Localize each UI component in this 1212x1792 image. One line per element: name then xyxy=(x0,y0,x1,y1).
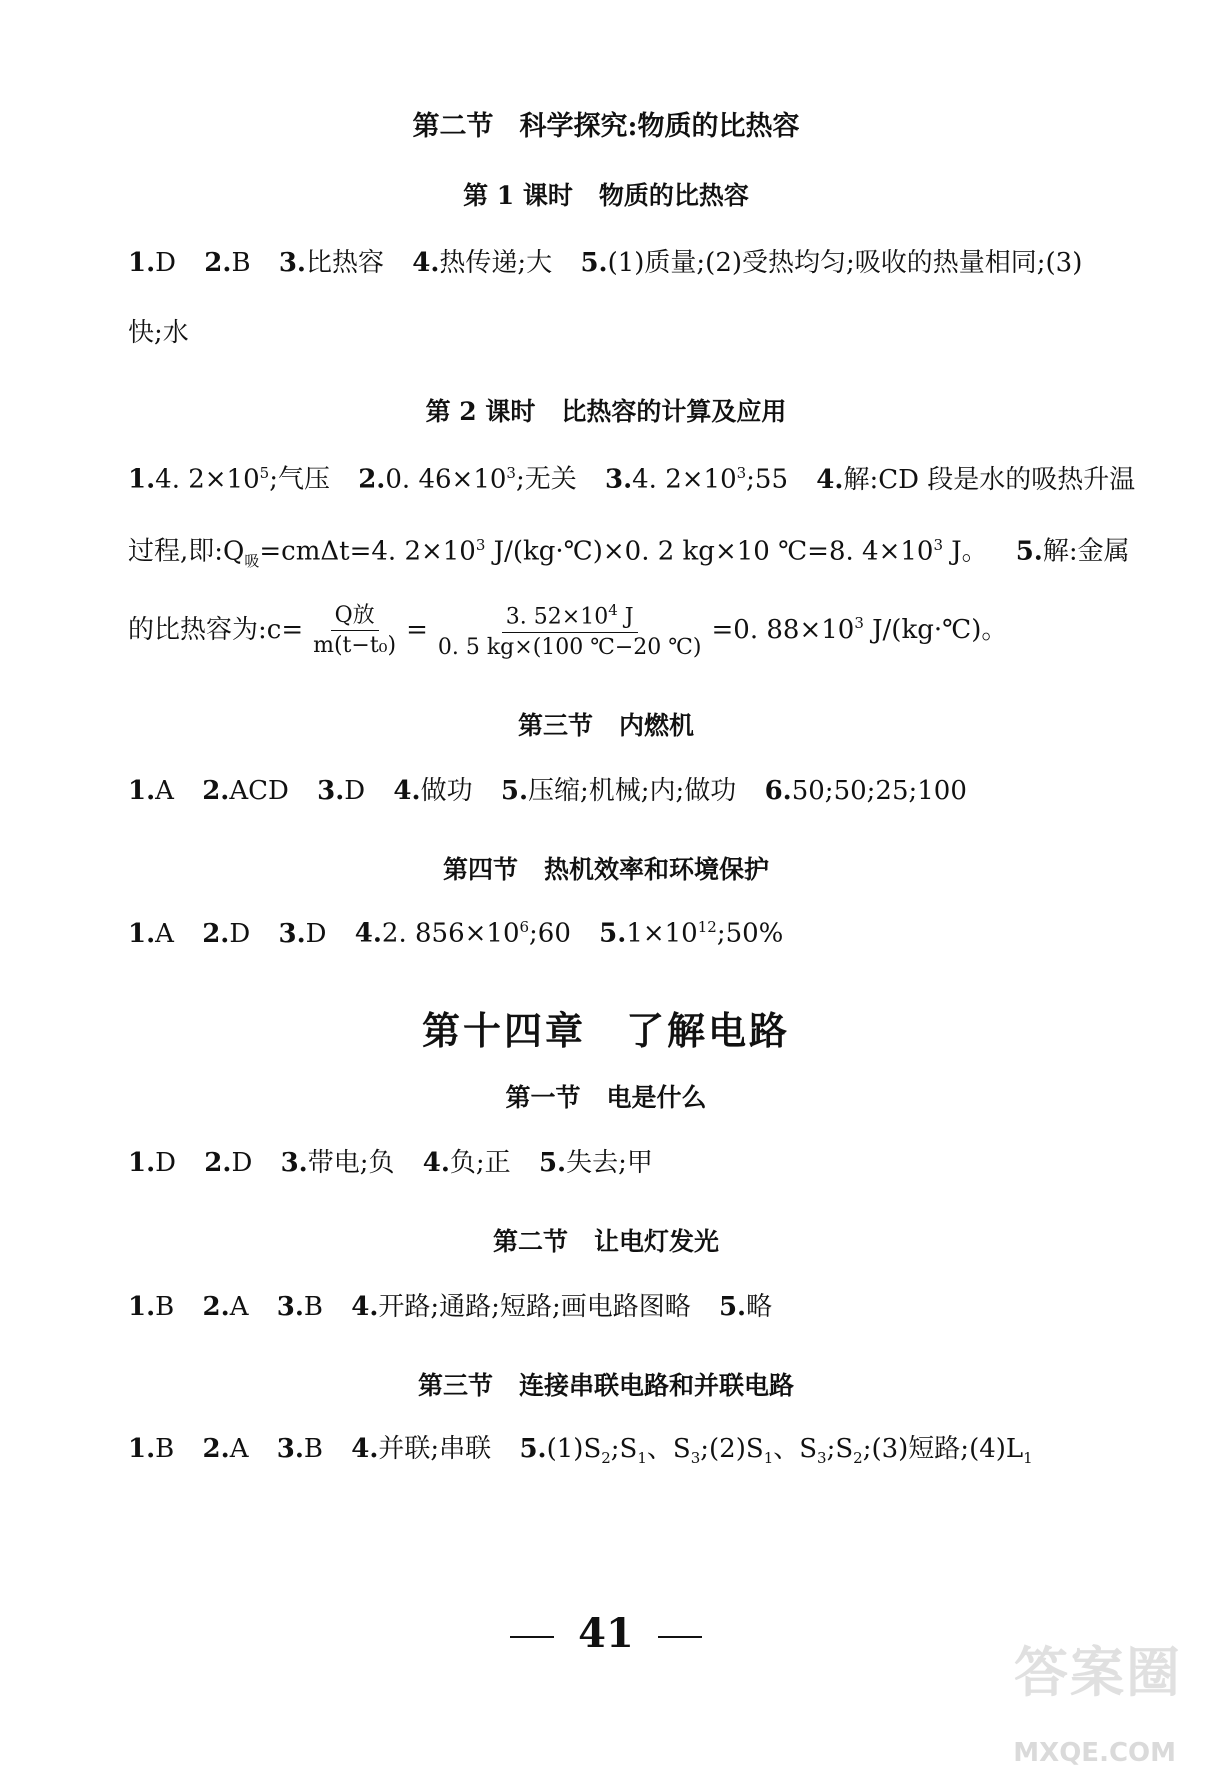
fraction-2: $\frac{3. 52\times 10^4 J}{0. 5 kg\times(100 ℃-20 ℃)}$ xyxy=(437,601,702,660)
lesson-title-1: 第 1 课时 物质的比热容 xyxy=(463,181,749,210)
answer-line: 1.B 2.A 3.B 4.开路;通路;短路;画电路图略 5.略 xyxy=(128,1292,773,1322)
chapter-title: 第十四章 了解电路 xyxy=(421,1008,791,1053)
page-dash-right xyxy=(658,1636,702,1638)
section-title-ch14-3: 第三节 连接串联电路和并联电路 xyxy=(417,1371,795,1400)
answer-line: 1.4. $2\times 10^5$;气压 2.0. $46\times 10^3$;无关 3.4. $2\times 10^3;55$ 4.解:CD 段是水的吸热升温 xyxy=(128,464,1136,495)
answer-line: 1.D 2.D 3.带电;负 4.负;正 5.失去;甲 xyxy=(128,1148,653,1178)
section-title-2: 第二节 科学探究:物质的比热容 xyxy=(412,111,800,142)
fraction-1: $\frac{\text{Q放}}{\text{m(t−t₀)}}$ xyxy=(313,602,397,658)
answer-line: 1.D 2.B 3.比热容 4.热传递;大 5.(1)质量;(2)受热均匀;吸收的热量相同;(3) xyxy=(128,248,1083,278)
section-title-ch14-2: 第二节 让电灯发光 xyxy=(492,1227,720,1256)
section-title-4: 第四节 热机效率和环境保护 xyxy=(442,855,770,884)
answer-line: 过程,即$:Q_吸=cm\Delta t=4$. $2\times 10^3$ J/(kg·℃)×0. 2 kg×10 ℃=8. $4\times 10^3$ J。 5.解:金属 xyxy=(128,536,1130,570)
lesson-title-2: 第 2 课时 比热容的计算及应用 xyxy=(425,397,787,426)
watermark-url: MXQE.COM xyxy=(1013,1738,1176,1768)
section-title-ch14-1: 第一节 电是什么 xyxy=(505,1083,707,1112)
answer-line: 1.A 2.D 3.D 4.2. $856\times 10^6;60$ $5.1\times 10^{12};50\%$ xyxy=(128,918,784,949)
page-number: 41 xyxy=(0,1610,1212,1657)
answer-line-cont: 快;水 xyxy=(128,318,189,348)
watermark-logo xyxy=(942,1630,1182,1780)
watermark-mark: 答案圈 xyxy=(1014,1641,1182,1704)
answer-line: 1.B 2.A 3.B 4.并联;串联 $5.(1)S_2;S_1$、$S_3;(2)S_1$、$S_3;S_2;(3)$短路$;(4)L_1$ xyxy=(128,1434,1033,1468)
page-dash-left xyxy=(510,1636,554,1638)
section-title-3: 第三节 内燃机 xyxy=(517,711,695,740)
answer-line: 1.A 2.ACD 3.D 4.做功 5.压缩;机械;内;做功 6.50;50;25;100 xyxy=(128,776,967,806)
formula-line: 的比热容为:c= $\frac{\text{Q放}}{\text{m(t−t₀)}}$ = $\frac{3. 52\times 10^4 J}{0. 5 kg\times(100 ℃-20 ℃)}$ =0. $88\times 10^3$ J/(kg·℃)。 xyxy=(128,601,1008,660)
